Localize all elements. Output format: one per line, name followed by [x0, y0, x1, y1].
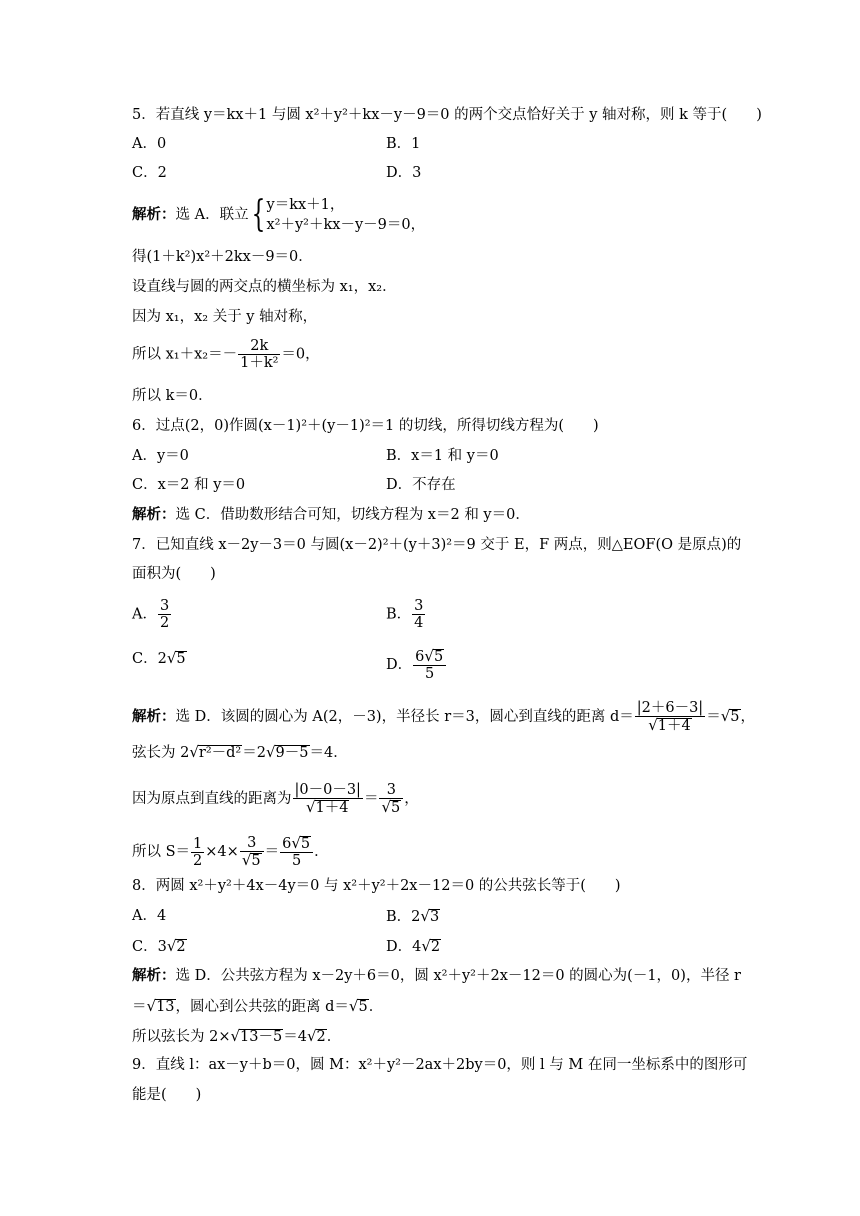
sqrt-sign: √: [348, 997, 359, 1015]
sqrt-sign: √: [230, 1027, 241, 1045]
q5-option-b: B．1: [386, 136, 421, 152]
q6-stem: 6．过点(2，0)作圆(x－1)²＋(y－1)²＝1 的切线，所得切线方程为( ): [132, 418, 599, 434]
solution-label: 解析：: [132, 708, 176, 725]
q5-option-c: C．2: [132, 165, 167, 181]
fraction: $\frac{3}{√5}$: [379, 782, 403, 816]
sqrt-sign: √: [166, 649, 177, 667]
solution-label: 解析：: [132, 967, 176, 984]
q8-stem: 8．两圆 x²＋y²＋4x－4y＝0 与 x²＋y²＋2x－12＝0 的公共弦长等于( ): [132, 878, 621, 894]
q7-solution-line-3: 因为原点到直线的距离为 $\frac{|0-0-3|}{√1+4}$ ＝ $\frac{3}{√5}$ ，: [132, 782, 419, 816]
q6-option-b: B．x＝1 和 y＝0: [386, 448, 499, 464]
sqrt-sign: √: [189, 743, 199, 761]
q7-option-d: D． $\frac{6√5}{5}$: [386, 648, 447, 682]
q6-option-c: C．x＝2 和 y＝0: [132, 477, 246, 493]
q6-solution: 解析：选 C．借助数形结合可知，切线方程为 x＝2 和 y＝0．: [132, 506, 530, 523]
q8-solution-line-2: ＝√13，圆心到公共弦的距离 d＝√5．: [132, 997, 384, 1015]
sqrt-sign: √: [146, 997, 157, 1015]
q7-option-c: C．2√5: [132, 649, 186, 667]
fraction: $\frac{2k}{\text{1＋k²}}$: [240, 338, 279, 371]
q7-solution-line-4: 所以 S＝ $\frac{1}{2}$ ×4× $\frac{3}{√5}$ ＝ $\frac{6√5}{5}$ ．: [132, 834, 329, 869]
q5-solution-line-4: 因为 x₁，x₂ 关于 y 轴对称，: [132, 309, 318, 325]
q7-option-a: A． $\frac{3}{2}$: [132, 598, 170, 631]
solution-label: 解析：: [132, 506, 176, 523]
q5-solution-line-6: 所以 k＝0．: [132, 388, 213, 404]
q8-option-c: C．3√2: [132, 937, 186, 955]
q9-stem-line-2: 能是( ): [132, 1087, 202, 1103]
sqrt-sign: √: [265, 743, 276, 761]
fraction: $\frac{|2+6-3|}{√1+4}$: [636, 700, 704, 734]
equation-system: y＝kx＋1， x²＋y²＋kx－y－9＝0，: [266, 197, 426, 233]
sqrt-sign: √: [305, 798, 316, 816]
q7-option-b: B． $\frac{3}{4}$: [386, 598, 424, 631]
q7-solution-line-2: 弦长为 2√r²－d²＝2√9－5＝4．: [132, 743, 348, 761]
q9-stem-line-1: 9．直线 l：ax－y＋b＝0，圆 M：x²＋y²－2ax＋2by＝0，则 l 与 M 在同一坐标系中的图形可: [132, 1057, 748, 1073]
q5-option-d: D．3: [386, 165, 422, 181]
q5-solution-line-3: 设直线与圆的两交点的横坐标为 x₁，x₂．: [132, 279, 397, 295]
q7-stem-line-2: 面积为( ): [132, 566, 216, 582]
fraction: $\frac{|0-0-3|}{√1+4}$: [294, 782, 361, 816]
q5-solution-line-5: 所以 x₁＋x₂＝－ $\frac{2k}{\text{1＋k²}}$ ＝0，: [132, 338, 320, 371]
q8-solution-line-1: 解析：选 D．公共弦方程为 x－2y＋6＝0，圆 x²＋y²＋2x－12＝0 的圆心为(－1，0)，半径 r: [132, 967, 741, 984]
sqrt-sign: √: [306, 1027, 317, 1045]
q5-solution-line-2: 得(1＋k²)x²＋2kx－9＝0．: [132, 249, 313, 265]
q6-option-a: A．y＝0: [132, 448, 189, 464]
fraction: $\frac{1}{2}$: [193, 835, 203, 869]
q5-option-a: A．0: [132, 136, 167, 152]
q8-option-d: D．4√2: [386, 937, 441, 955]
sqrt-sign: √: [420, 907, 430, 925]
solution-label: 解析：: [132, 206, 176, 223]
sqrt-sign: √: [166, 937, 177, 955]
fraction: $\frac{3}{2}$: [159, 598, 170, 631]
q8-solution-line-3: 所以弦长为 2×√13－5＝4√2．: [132, 1027, 342, 1045]
sqrt-sign: √: [648, 716, 658, 734]
fraction: $\frac{3}{4}$: [414, 598, 424, 631]
system-brace: {: [251, 194, 265, 235]
sqrt-sign: √: [291, 834, 301, 852]
sqrt-sign: √: [241, 851, 252, 869]
sqrt-sign: √: [424, 647, 434, 665]
q6-option-d: D．不存在: [386, 477, 456, 493]
q7-stem-line-1: 7．已知直线 x－2y－3＝0 与圆(x－2)²＋(y＋3)²＝9 交于 E，F 两点，则△EOF(O 是原点)的: [132, 537, 742, 553]
q5-stem: 5．若直线 y＝kx＋1 与圆 x²＋y²＋kx－y－9＝0 的两个交点恰好关于 y 轴对称，则 k 等于( ): [132, 107, 762, 123]
q5-solution-intro: 解析：选 A．联立{ y＝kx＋1， x²＋y²＋kx－y－9＝0，: [132, 194, 426, 235]
fraction: $\frac{6√5}{5}$: [280, 835, 313, 869]
q8-option-a: A．4: [132, 908, 167, 924]
sqrt-sign: √: [421, 937, 431, 955]
sqrt-sign: √: [720, 707, 731, 725]
q7-solution-line-1: 解析：选 D．该圆的圆心为 A(2，－3)，半径长 r＝3，圆心到直线的距离 d＝ $\frac{|2+6-3|}{√1+4}$ ＝√5，: [132, 700, 755, 734]
fraction: $\frac{6√5}{5}$: [413, 648, 446, 682]
sqrt-sign: √: [381, 798, 392, 816]
fraction: $\frac{3}{√5}$: [240, 835, 264, 869]
q8-option-b: B．2√3: [386, 907, 440, 925]
